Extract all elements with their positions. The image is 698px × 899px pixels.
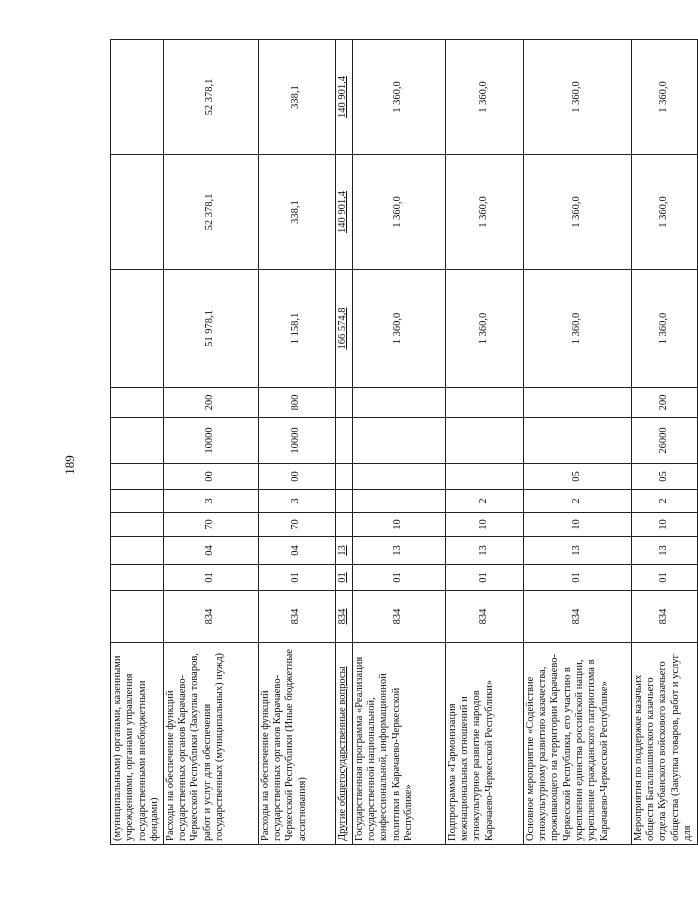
row-pr: 04: [258, 537, 335, 565]
row-cs4: 26000: [631, 418, 697, 464]
row-ved: 834: [631, 591, 697, 643]
row-sum-2: 140 901,4: [335, 155, 352, 270]
table-row: [445, 40, 523, 845]
row-sum-2: 338,1: [258, 155, 335, 270]
row-vr: [111, 388, 164, 418]
row-sum-3: 1 360,0: [631, 40, 697, 155]
row-rz: 01: [445, 565, 523, 591]
row-pr: 13: [631, 537, 697, 565]
row-cs2: 3: [258, 490, 335, 513]
row-sum-1: 1 360,0: [445, 270, 523, 388]
row-rz: 01: [523, 565, 631, 591]
row-cs4: 10000: [258, 418, 335, 464]
row-sum-3: 52 378,1: [163, 40, 258, 155]
row-pr: [111, 537, 164, 565]
row-cs1: 70: [163, 513, 258, 537]
row-cs3: 05: [523, 464, 631, 490]
row-ved: 834: [258, 591, 335, 643]
row-rz: 01: [163, 565, 258, 591]
row-cs2: [111, 490, 164, 513]
row-pr: 13: [523, 537, 631, 565]
row-cs2: 2: [445, 490, 523, 513]
row-vr: 800: [258, 388, 335, 418]
row-sum-3: 1 360,0: [445, 40, 523, 155]
row-cs2: [352, 490, 445, 513]
row-cs2: 2: [523, 490, 631, 513]
row-sum-3: 140 901,4: [335, 40, 352, 155]
row-ved: [111, 591, 164, 643]
row-name: Мероприятия по поддержке казачьих обществ Баталпашинского казачьего отдела Кубанского войскового казачьего общества (Закупка товаров, работ и услуг для: [631, 643, 697, 845]
budget-table: [110, 39, 698, 845]
page-frame: [110, 40, 693, 845]
row-name: Другие общегосударственные вопросы: [335, 643, 352, 845]
row-sum-2: 1 360,0: [352, 155, 445, 270]
row-cs4: [352, 418, 445, 464]
row-name: Государственная программа «Реализация государственной национальной, конфессиональной, информационной политики в Карачаево-Черкесской Республике»: [352, 643, 445, 845]
row-cs2: [335, 490, 352, 513]
row-ved: 834: [352, 591, 445, 643]
row-cs3: [445, 464, 523, 490]
row-vr: [445, 388, 523, 418]
row-cs1: 10: [352, 513, 445, 537]
row-cs2: 2: [631, 490, 697, 513]
row-sum-2: 52 378,1: [163, 155, 258, 270]
table-row: [335, 40, 352, 845]
row-cs4: [445, 418, 523, 464]
row-sum-2: [111, 155, 164, 270]
row-sum-2: 1 360,0: [445, 155, 523, 270]
row-cs1: 10: [631, 513, 697, 537]
row-pr: 13: [445, 537, 523, 565]
row-cs3: [111, 464, 164, 490]
row-cs1: [111, 513, 164, 537]
table-row: [163, 40, 258, 845]
table-row: [631, 40, 697, 845]
row-cs1: 10: [523, 513, 631, 537]
row-cs4: [523, 418, 631, 464]
row-cs4: [335, 418, 352, 464]
row-sum-1: 166 574,8: [335, 270, 352, 388]
row-sum-3: 338,1: [258, 40, 335, 155]
row-cs3: [335, 464, 352, 490]
row-cs3: 00: [163, 464, 258, 490]
row-name: (муниципальными) органами, казенными учреждениями, органами управления государственными внебюджетными фондами): [111, 643, 164, 845]
row-sum-2: 1 360,0: [631, 155, 697, 270]
row-sum-1: 1 360,0: [523, 270, 631, 388]
row-cs2: 3: [163, 490, 258, 513]
row-cs4: 10000: [163, 418, 258, 464]
row-rz: 01: [631, 565, 697, 591]
row-cs1: 10: [445, 513, 523, 537]
row-sum-1: 51 978,1: [163, 270, 258, 388]
row-name: Основное мероприятие «Содействие этнокультурному развитию казачества, проживающего на территории Карачаево-Черкесской Республики, его участию в укреплении единства российской нации, укрепление гражданского патриотизма в Карачаево-Черкесской Республике»: [523, 643, 631, 845]
row-rz: 01: [258, 565, 335, 591]
row-ved: 834: [163, 591, 258, 643]
table-row: [111, 40, 164, 845]
row-vr: [523, 388, 631, 418]
row-sum-1: 1 158,1: [258, 270, 335, 388]
row-pr: 04: [163, 537, 258, 565]
row-ved: 834: [445, 591, 523, 643]
page-number: 189: [62, 455, 77, 475]
row-cs3: 05: [631, 464, 697, 490]
table-row: [258, 40, 335, 845]
row-cs1: 70: [258, 513, 335, 537]
row-ved: 834: [335, 591, 352, 643]
table-row: [523, 40, 631, 845]
row-sum-2: 1 360,0: [523, 155, 631, 270]
row-name: Подпрограмма «Гармонизация межнациональных отношений и этнокультурное развитие народов Карачаево-Черкесской Республики»: [445, 643, 523, 845]
row-rz: 01: [335, 565, 352, 591]
row-vr: 200: [163, 388, 258, 418]
row-sum-1: 1 360,0: [631, 270, 697, 388]
row-vr: 200: [631, 388, 697, 418]
row-name: Расходы на обеспечение функций государственных органов Карачаево-Черкесской Республики (Иные бюджетные ассигнования): [258, 643, 335, 845]
table-row: [352, 40, 445, 845]
row-rz: 01: [352, 565, 445, 591]
row-sum-3: 1 360,0: [352, 40, 445, 155]
row-sum-3: 1 360,0: [523, 40, 631, 155]
row-sum-3: [111, 40, 164, 155]
row-pr: 13: [352, 537, 445, 565]
row-sum-1: [111, 270, 164, 388]
row-name: Расходы на обеспечение функций государственных органов Карачаево-Черкесской Республики (Закупка товаров, работ и услуг для обеспечения государственных (муниципальных) нужд): [163, 643, 258, 845]
row-cs3: [352, 464, 445, 490]
row-cs4: [111, 418, 164, 464]
row-pr: 13: [335, 537, 352, 565]
row-cs1: [335, 513, 352, 537]
row-cs3: 00: [258, 464, 335, 490]
row-vr: [335, 388, 352, 418]
row-ved: 834: [523, 591, 631, 643]
row-sum-1: 1 360,0: [352, 270, 445, 388]
rotated-table-wrapper: [110, 40, 693, 845]
row-vr: [352, 388, 445, 418]
row-rz: [111, 565, 164, 591]
